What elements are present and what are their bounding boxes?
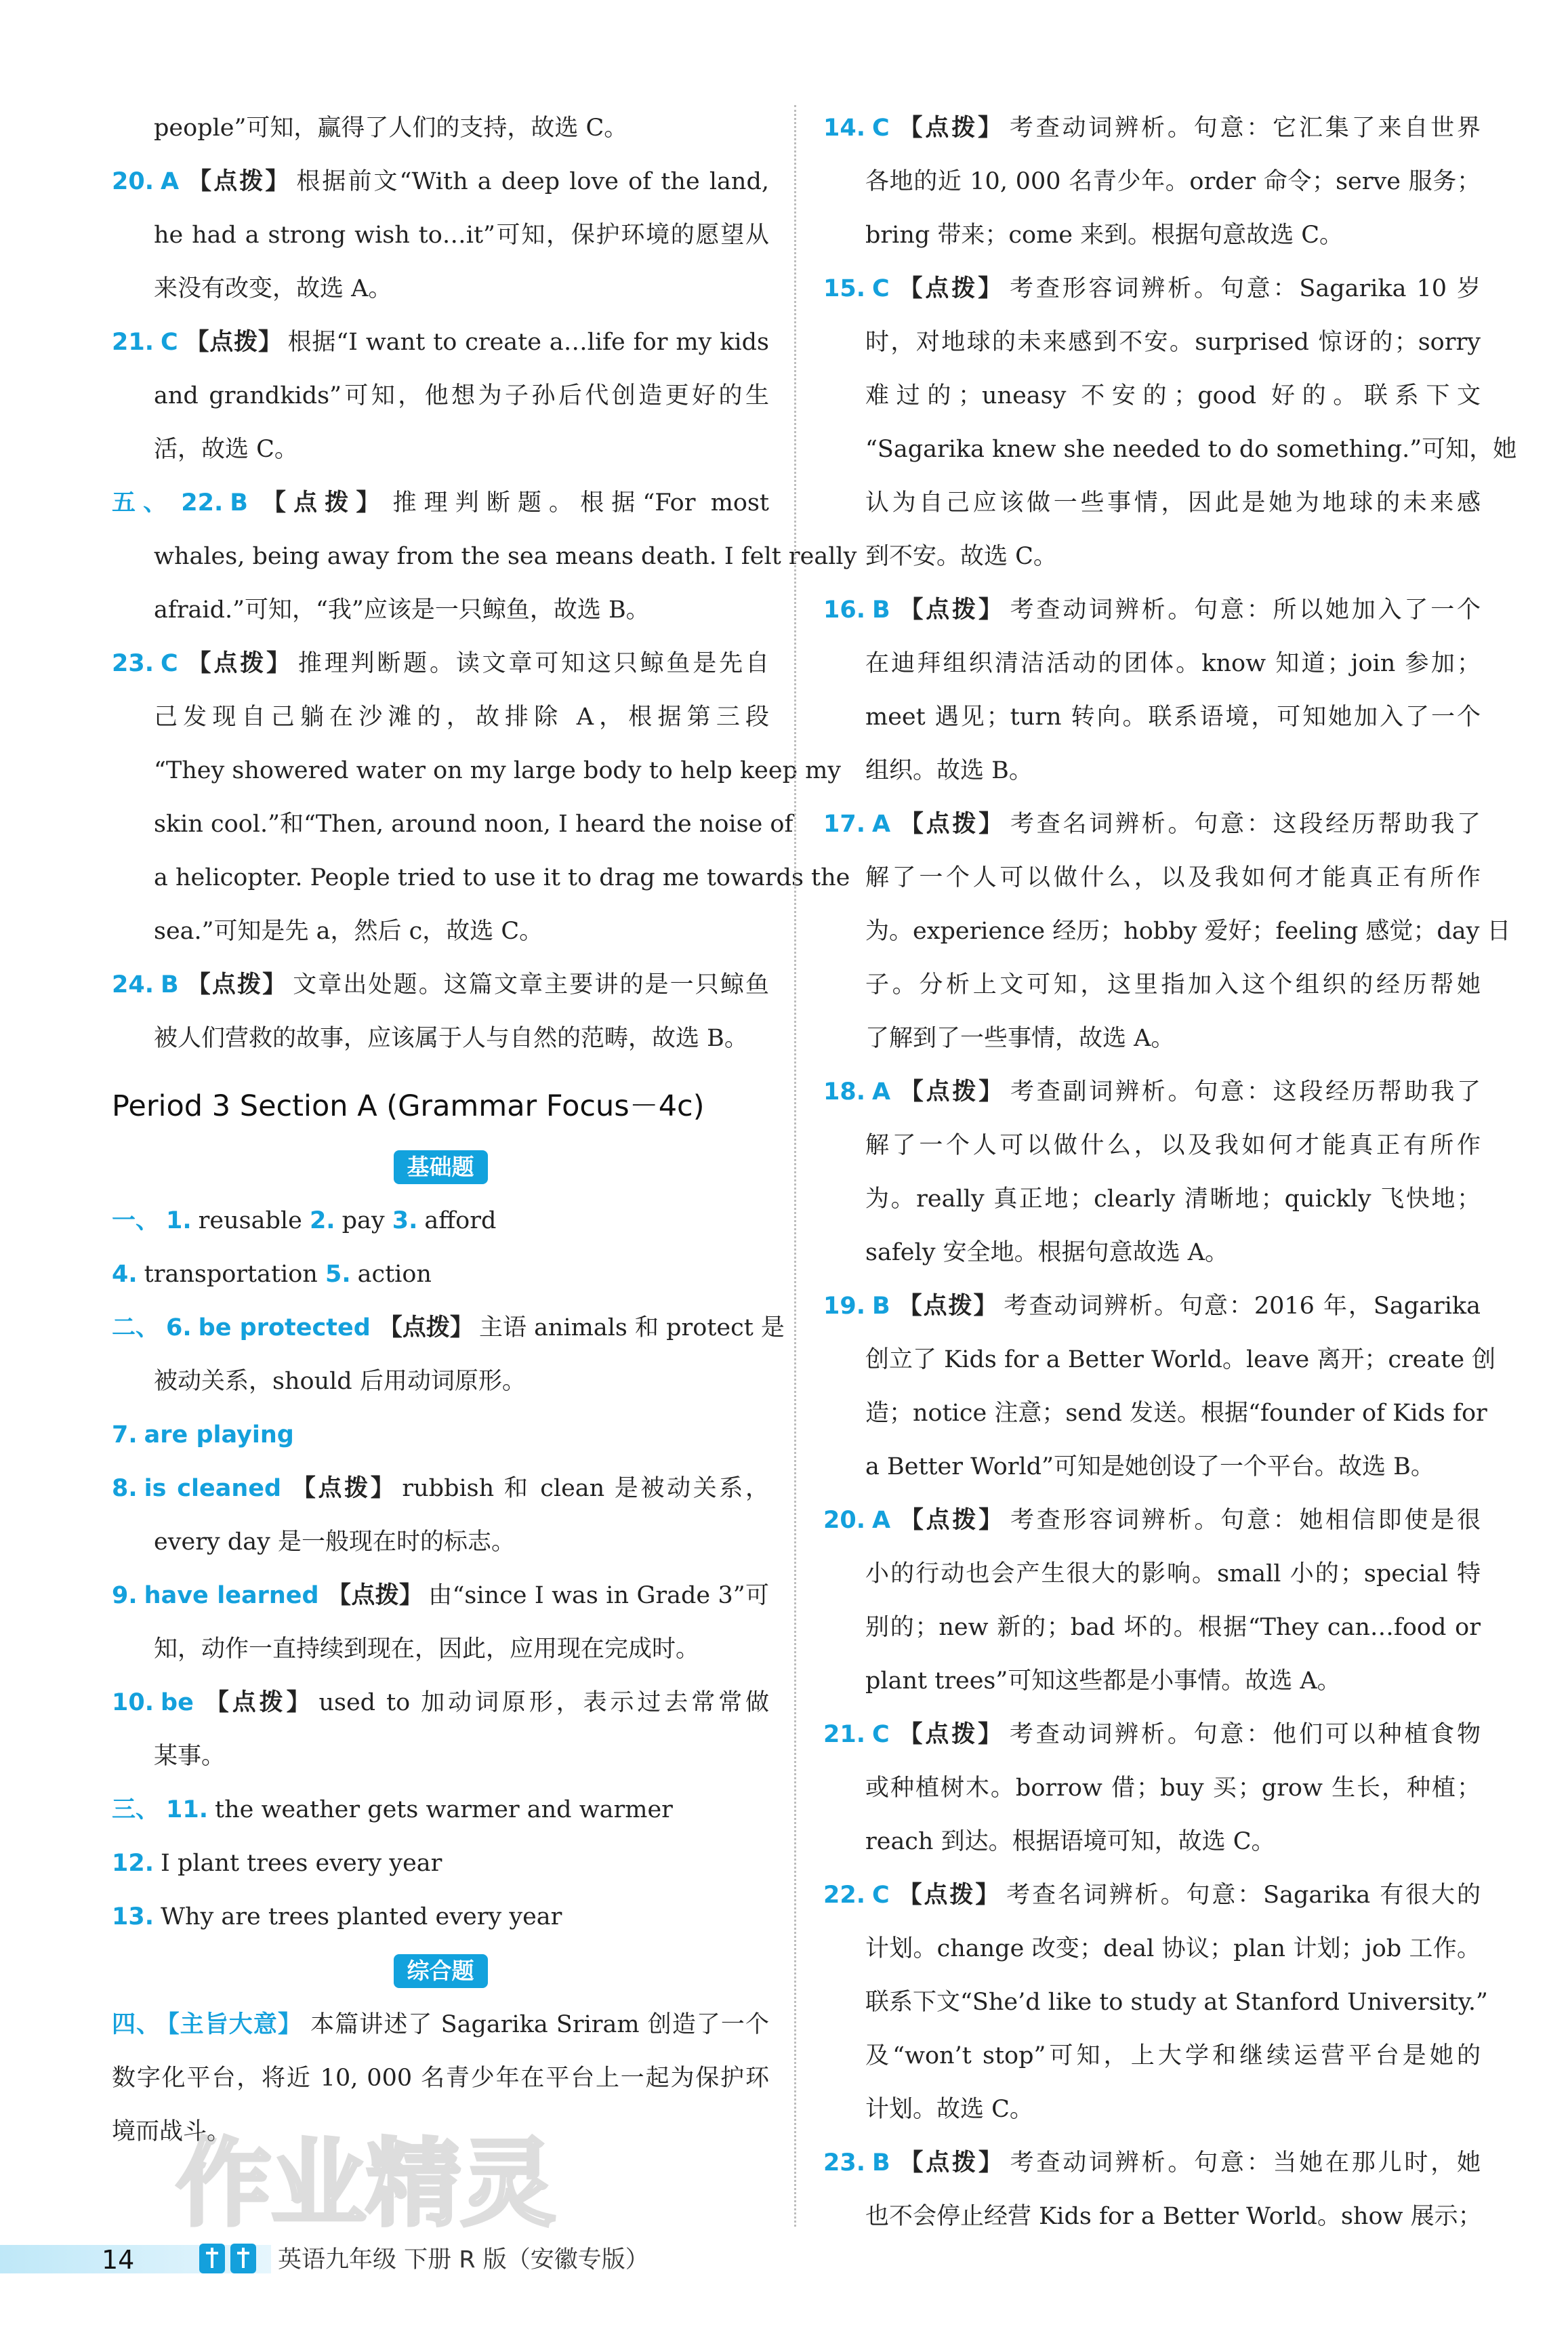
text-line [112, 477, 769, 530]
question-number: B [872, 1293, 890, 1320]
text-line [154, 262, 769, 316]
line-text: every day 是一般现在时的标志。 [154, 1528, 515, 1556]
hint-tag: 【点拨】 [896, 275, 1004, 302]
question-number: 16. [823, 596, 866, 624]
text-line [154, 423, 769, 477]
line-text: afraid.”可知，“我”应该是一只鲸鱼，故选 B。 [154, 596, 650, 624]
line-text: and grandkids”可知，他想为子孙后代创造更好的生 [154, 382, 769, 409]
answer-text: are playing [144, 1421, 294, 1449]
line-text: 己发现自己躺在沙滩的，故排除 A，根据第三段 [154, 704, 769, 731]
line-text: used to 加动词原形，表示过去常常做 [318, 1689, 769, 1716]
text-line [112, 1837, 769, 1890]
text-line [865, 905, 1511, 958]
text-line [154, 851, 850, 905]
line-text: 根据“I want to create a…life for my kids [287, 329, 769, 356]
text-line [823, 1708, 1481, 1762]
line-text: 考查动词辨析。句意：他们可以种植食物 [1009, 1721, 1481, 1748]
line-text: people”可知，赢得了人们的支持，故选 C。 [154, 115, 628, 142]
text-line [154, 744, 842, 798]
hint-tag: 【点拨】 [896, 2149, 1005, 2176]
question-number: 3. [392, 1207, 418, 1234]
text-line [112, 1676, 769, 1730]
question-number: 23. [112, 650, 154, 677]
section-heading: Period 3 Section A (Grammar Focus－4c) [112, 1089, 705, 1123]
line-text: pay [342, 1207, 392, 1234]
line-text: 来没有改变，故选 A。 [154, 275, 392, 302]
line-text: 被动关系，should 后用动词原形。 [154, 1368, 526, 1395]
line-text: 考查动词辨析。句意：它汇集了来自世界 [1009, 115, 1481, 142]
question-number: 22. [823, 1882, 866, 1909]
line-text: Why are trees planted every year [161, 1903, 562, 1930]
section-number: 二、 [112, 1314, 160, 1341]
question-number: 19. [823, 1293, 866, 1320]
question-number: A [161, 168, 180, 195]
question-number: 11. [166, 1796, 209, 1823]
text-line [865, 1976, 1488, 2029]
line-text: 考查动词辨析。句意：当她在那儿时，她 [1010, 2149, 1481, 2176]
text-line [865, 477, 1481, 530]
line-text: afford [424, 1207, 497, 1234]
text-line [865, 423, 1517, 477]
line-text: 时，对地球的未来感到不安。surprised 惊讶的；sorry [865, 329, 1481, 356]
hint-tag: 【点拨】 [897, 1507, 1005, 1534]
text-line [865, 637, 1481, 691]
text-line [865, 691, 1481, 744]
line-text: 推理判断题。根据“For most [392, 489, 769, 517]
line-text: 各地的近 10, 000 名青少年。order 命令；serve 服务； [865, 168, 1481, 195]
text-line [112, 1998, 769, 2052]
line-text: 也不会停止经营 Kids for a Better World。show 展示； [865, 2203, 1482, 2230]
question-number: 23. [823, 2149, 866, 2176]
text-line [865, 316, 1481, 369]
question-number: 20. [823, 1507, 866, 1534]
text-line [112, 155, 769, 209]
hint-tag: 【点拨】 [896, 596, 1005, 624]
line-text: 为。really 真正地；clearly 清晰地；quickly 飞快地； [865, 1186, 1481, 1213]
line-text: 联系下文“She’d like to study at Stanford University.” [865, 1989, 1488, 2016]
line-text: 考查副词辨析。句意：这段经历帮助我了 [1010, 1078, 1481, 1106]
question-number: 21. [112, 329, 154, 356]
question-number: C [161, 329, 178, 356]
line-text: 由“since I was in Grade 3”可 [428, 1582, 769, 1609]
right-column [823, 102, 1517, 2244]
line-text: 了解到了一些事情，故选 A。 [865, 1025, 1175, 1052]
line-text: 考查名词辨析。句意：这段经历帮助我了 [1010, 811, 1481, 838]
text-line [154, 1623, 769, 1676]
text-line [865, 1387, 1487, 1440]
text-line [865, 2190, 1481, 2244]
question-number: B [872, 596, 890, 624]
text-line [112, 1783, 769, 1837]
section-band-label: 基础题 [394, 1150, 488, 1184]
question-number: 7. [112, 1421, 138, 1449]
answer-text: 【主旨大意】 [167, 2011, 302, 2038]
text-line [823, 1280, 1481, 1333]
hint-tag: 【点拨】 [896, 1293, 999, 1320]
question-number: 2. [309, 1207, 335, 1234]
hint-tag: 【点拨】 [281, 1475, 397, 1502]
hint-tag: 【点拨】 [370, 1314, 474, 1341]
question-number: 13. [112, 1903, 154, 1930]
text-line [823, 1494, 1481, 1547]
text-line [865, 958, 1481, 1012]
question-number: C [872, 115, 890, 142]
question-number: 1. [166, 1207, 192, 1234]
question-number: 6. [166, 1314, 192, 1341]
line-text: 根据前文“With a deep love of the land, [296, 168, 769, 195]
line-text: the weather gets warmer and warmer [215, 1796, 673, 1823]
question-number: 8. [112, 1475, 138, 1502]
line-text: “Sagarika knew she needed to do something.”可知，她 [865, 436, 1517, 463]
text-line [823, 2136, 1481, 2190]
hint-tag: 【点拨】 [896, 115, 1004, 142]
line-text: 别的；new 新的；bad 坏的。根据“They can…food or [865, 1614, 1481, 1641]
answer-text: be [161, 1689, 194, 1716]
line-text: 计划。故选 C。 [865, 2096, 1033, 2123]
line-text: reach 到达。根据语境可知，故选 C。 [865, 1828, 1275, 1855]
line-text: bring 带来；come 来到。根据句意故选 C。 [865, 222, 1344, 249]
question-number: A [872, 811, 891, 838]
text-line [865, 1226, 1481, 1280]
line-text: a Better World”可知是她创设了一个平台。故选 B。 [865, 1453, 1435, 1480]
text-line [154, 1730, 769, 1783]
text-line [112, 1890, 769, 1944]
line-text: 解了一个人可以做什么，以及我如何才能真正有所作 [865, 1132, 1481, 1159]
question-number: B [230, 489, 248, 517]
line-text: 推理判断题。读文章可知这只鲸鱼是先自 [297, 650, 769, 677]
text-line [154, 530, 857, 584]
watermark-logo [169, 2115, 610, 2250]
question-number: B [872, 2149, 890, 2176]
question-number: 18. [823, 1078, 866, 1106]
question-number: A [872, 1078, 891, 1106]
line-text: 考查动词辨析。句意：2016 年，Sagarika [1004, 1293, 1481, 1320]
text-line [823, 1869, 1481, 1922]
line-text: rubbish 和 clean 是被动关系， [402, 1475, 770, 1502]
hint-tag: 【点拨】 [896, 1721, 1004, 1748]
section-band-label: 综合题 [394, 1954, 488, 1988]
section-number: 三、 [112, 1796, 160, 1823]
line-text: 创立了 Kids for a Better World。leave 离开；create 创 [865, 1346, 1496, 1373]
line-text: 考查动词辨析。句意：所以她加入了一个 [1010, 596, 1481, 624]
question-number: 24. [112, 971, 154, 998]
text-line [865, 530, 1481, 584]
line-text: 计划。change 改变；deal 协议；plan 计划；job 工作。 [865, 1935, 1481, 1962]
text-line [865, 744, 1481, 798]
text-line [823, 262, 1481, 316]
hint-tag: 【点拨】 [896, 1882, 1002, 1909]
text-line [112, 1194, 769, 1248]
answer-text: have learned [144, 1582, 319, 1609]
svg-text:作业精灵: 作业精灵 [176, 2129, 556, 2240]
question-number: 21. [823, 1721, 866, 1748]
line-text: 活，故选 C。 [154, 436, 298, 463]
line-text: 子。分析上文可知，这里指加入这个组织的经历帮她 [865, 971, 1481, 998]
hint-tag: 【点拨】 [193, 1689, 314, 1716]
text-line [112, 637, 769, 691]
line-text: I plant trees every year [161, 1850, 442, 1877]
hint-tag: 【点拨】 [318, 1582, 424, 1609]
section-band [112, 1140, 769, 1194]
question-number: C [872, 275, 890, 302]
question-number: 15. [823, 275, 866, 302]
line-text: 到不安。故选 C。 [865, 543, 1057, 570]
line-text: 被人们营救的故事，应该属于人与自然的范畴，故选 B。 [154, 1025, 748, 1052]
question-number: 17. [823, 811, 866, 838]
line-text: 考查形容词辨析。句意：她相信即使是很 [1010, 1507, 1481, 1534]
question-number: 10. [112, 1689, 154, 1716]
brand-logo [197, 2240, 264, 2280]
question-number: 22. [181, 489, 224, 517]
line-text: 组织。故选 B。 [865, 757, 1033, 784]
line-text: 考查形容词辨析。句意：Sagarika 10 岁 [1009, 275, 1481, 302]
page-footer [0, 2237, 1568, 2284]
text-line [865, 1440, 1481, 1494]
line-text: sea.”可知是先 a，然后 c，故选 C。 [154, 918, 543, 945]
text-line [154, 691, 769, 744]
line-text: 或种植树木。borrow 借；buy 买；grow 生长，种植； [865, 1775, 1481, 1802]
question-number: C [161, 650, 178, 677]
line-text: action [357, 1261, 432, 1288]
text-line [112, 1409, 769, 1462]
text-line [865, 1601, 1481, 1655]
hint-tag: 【点拨】 [184, 650, 293, 677]
text-line [865, 851, 1481, 905]
section-number: 五、 [112, 489, 175, 517]
question-number: 4. [112, 1261, 138, 1288]
text-line [865, 1119, 1481, 1173]
question-number: B [161, 971, 179, 998]
hint-tag: 【点拨】 [897, 1078, 1005, 1106]
section-number: 四、 [112, 2011, 161, 2038]
text-line [154, 1012, 769, 1066]
hint-tag: 【点拨】 [254, 489, 388, 517]
line-text: 知，动作一直持续到现在，因此，应用现在完成时。 [154, 1636, 700, 1663]
line-text: safely 安全地。根据句意故选 A。 [865, 1239, 1229, 1266]
line-text: whales, being away from the sea means death. I felt really [154, 543, 857, 570]
hint-tag: 【点拨】 [897, 811, 1005, 838]
text-line [154, 798, 793, 851]
text-line [823, 102, 1481, 155]
question-number: C [872, 1721, 890, 1748]
hint-tag: 【点拨】 [185, 971, 288, 998]
text-line [112, 1301, 785, 1355]
line-text: 认为自己应该做一些事情，因此是她为地球的未来感 [865, 489, 1481, 517]
text-line [154, 209, 769, 262]
text-line [823, 584, 1481, 637]
question-number: A [872, 1507, 891, 1534]
line-text: 文章出处题。这篇文章主要讲的是一只鲸鱼 [293, 971, 769, 998]
question-number: C [872, 1882, 890, 1909]
text-line [865, 1547, 1481, 1601]
text-line [154, 905, 769, 958]
line-text: “They showered water on my large body to help keep my [154, 757, 842, 784]
text-line [865, 369, 1481, 423]
text-line [112, 316, 769, 369]
question-number: 9. [112, 1582, 138, 1609]
hint-tag: 【点拨】 [184, 329, 283, 356]
text-line [865, 2029, 1481, 2083]
line-text: 主语 animals 和 protect 是 [478, 1314, 785, 1341]
text-line [823, 1066, 1481, 1119]
line-text: 数字化平台，将近 10, 000 名青少年在平台上一起为保护环 [112, 2065, 769, 2092]
book-title: 英语九年级 下册 R 版（安徽专版） [278, 2246, 649, 2273]
text-line [865, 1815, 1481, 1869]
text-line [865, 1012, 1481, 1066]
text-line [823, 798, 1481, 851]
text-line [865, 1922, 1481, 1976]
text-line [865, 2083, 1481, 2136]
section-number: 一、 [112, 1207, 160, 1234]
text-line [865, 1333, 1496, 1387]
line-text: transportation [144, 1261, 325, 1288]
line-text: a helicopter. People tried to use it to drag me towards the [154, 864, 850, 891]
line-text: 解了一个人可以做什么，以及我如何才能真正有所作 [865, 864, 1481, 891]
question-number: 12. [112, 1850, 154, 1877]
line-text: reusable [198, 1207, 310, 1234]
text-line [865, 155, 1481, 209]
line-text: 及“won’t stop”可知，上大学和继续运营平台是她的 [865, 2042, 1481, 2069]
text-line [112, 1462, 769, 1516]
text-line [865, 1173, 1481, 1226]
text-line [112, 2052, 769, 2105]
question-number: 20. [112, 168, 154, 195]
page-number: 14 [102, 2245, 135, 2275]
text-line [112, 1569, 769, 1623]
line-text: 某事。 [154, 1743, 226, 1770]
line-text: 本篇讲述了 Sagarika Sriram 创造了一个 [302, 2011, 769, 2038]
line-text: plant trees”可知这些都是小事情。故选 A。 [865, 1667, 1341, 1695]
text-line [154, 1516, 769, 1569]
text-line [154, 102, 769, 155]
line-text: 考查名词辨析。句意：Sagarika 有很大的 [1006, 1882, 1481, 1909]
text-line [154, 584, 769, 637]
column-divider [794, 105, 796, 2227]
text-line [112, 958, 769, 1012]
text-line [112, 1248, 769, 1301]
line-text: 境而战斗。 [112, 2118, 231, 2145]
hint-tag: 【点拨】 [186, 168, 291, 195]
line-text: 小的行动也会产生很大的影响。small 小的；special 特 [865, 1560, 1481, 1587]
line-text: skin cool.”和“Then, around noon, I heard the noise of [154, 811, 793, 838]
line-text: 造；notice 注意；send 发送。根据“founder of Kids for [865, 1400, 1487, 1427]
line-text: 为。experience 经历；hobby 爱好；feeling 感觉；day 日 [865, 918, 1511, 945]
answer-text: be protected [198, 1314, 371, 1341]
line-text: meet 遇见；turn 转向。联系语境，可知她加入了一个 [865, 704, 1481, 731]
section-band [112, 1944, 769, 1998]
question-number: 5. [325, 1261, 351, 1288]
answer-text: is cleaned [144, 1475, 282, 1502]
text-line [865, 209, 1481, 262]
text-line [865, 1762, 1481, 1815]
question-number: 14. [823, 115, 866, 142]
line-text: he had a strong wish to…it”可知，保护环境的愿望从 [154, 222, 769, 249]
text-line [154, 1355, 769, 1409]
line-text: 在迪拜组织清洁活动的团体。know 知道；join 参加； [865, 650, 1481, 677]
text-line [865, 1655, 1481, 1708]
line-text: 难过的；uneasy 不安的；good 好的。联系下文 [865, 382, 1481, 409]
text-line [154, 369, 769, 423]
